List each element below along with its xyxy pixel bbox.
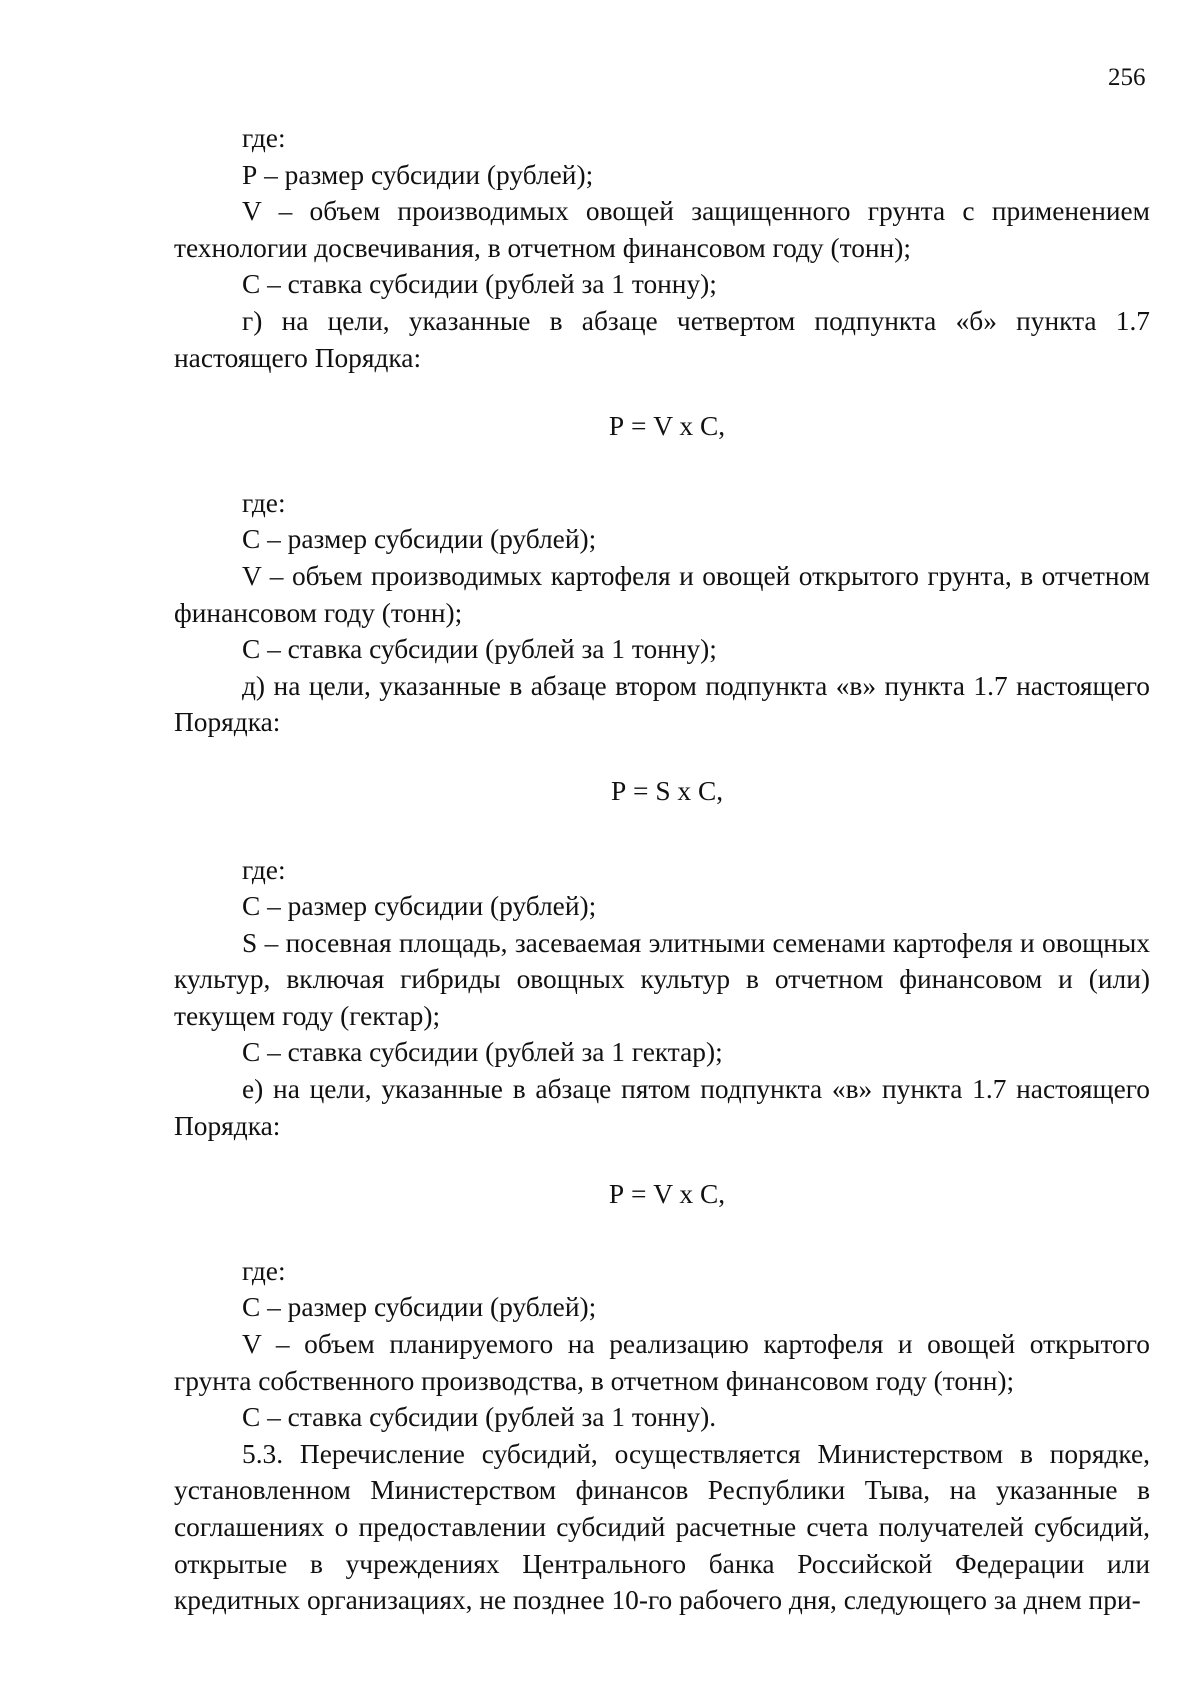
paragraph: д) на цели, указанные в абзаце втором подпункта «в» пункта 1.7 настоящего Порядка: bbox=[174, 670, 1150, 738]
paragraph: С – ставка субсидии (рублей за 1 гектар); bbox=[242, 1037, 723, 1068]
paragraph: где: bbox=[242, 123, 286, 153]
paragraph: С – ставка субсидии (рублей за 1 тонну); bbox=[242, 634, 717, 665]
formula: Р = V x С, bbox=[608, 411, 726, 442]
paragraph: где: bbox=[242, 487, 286, 518]
paragraph: С – размер субсидии (рублей); bbox=[242, 891, 597, 922]
paragraph: С – ставка субсидии (рублей за 1 тонну). bbox=[242, 1402, 717, 1433]
paragraph: С – ставка субсидии (рублей за 1 тонну); bbox=[242, 269, 717, 300]
formula: Р = S x С, bbox=[610, 775, 724, 806]
document-body bbox=[174, 120, 1150, 1619]
paragraph: где: bbox=[242, 1255, 286, 1286]
paragraph: С – размер субсидии (рублей); bbox=[242, 1292, 597, 1323]
paragraph: 5.3. Перечисление субсидий, осуществляется Министерством в порядке, установленном Министерством финансов Республики Тыва, на указанные в соглашениях о предоставлении субсидий расчетные счета получателей субсидий, открытые в учреждениях Центрального банка Российской Федерации или кредитных организациях, не позднее 10-го рабочего дня, следующего за днем при- bbox=[174, 1438, 1150, 1616]
paragraph: S – посевная площадь, засеваемая элитными семенами картофеля и овощных культур, включая гибриды овощных культур в отчетном финансовом и (или) текущем году (гектар); bbox=[174, 927, 1150, 1031]
paragraph: V – объем производимых картофеля и овощей открытого грунта, в отчетном финансовом году (тонн); bbox=[174, 560, 1150, 628]
page-number: 256 bbox=[1108, 64, 1146, 91]
formula: Р = V x С, bbox=[608, 1179, 726, 1210]
paragraph: г) на цели, указанные в абзаце четвертом подпункта «б» пункта 1.7 настоящего Порядка: bbox=[174, 305, 1150, 373]
paragraph: V – объем производимых овощей защищенного грунта с применением технологии досвечивания, в отчетном финансовом году (тонн); bbox=[174, 196, 1150, 263]
paragraph: С – размер субсидии (рублей); bbox=[242, 524, 597, 555]
paragraph: е) на цели, указанные в абзаце пятом подпункта «в» пункта 1.7 настоящего Порядка: bbox=[174, 1074, 1150, 1141]
paragraph: V – объем планируемого на реализацию картофеля и овощей открытого грунта собственного производства, в отчетном финансовом году (тонн); bbox=[174, 1329, 1150, 1396]
paragraph: где: bbox=[242, 854, 286, 885]
paragraph: Р – размер субсидии (рублей); bbox=[242, 159, 594, 190]
